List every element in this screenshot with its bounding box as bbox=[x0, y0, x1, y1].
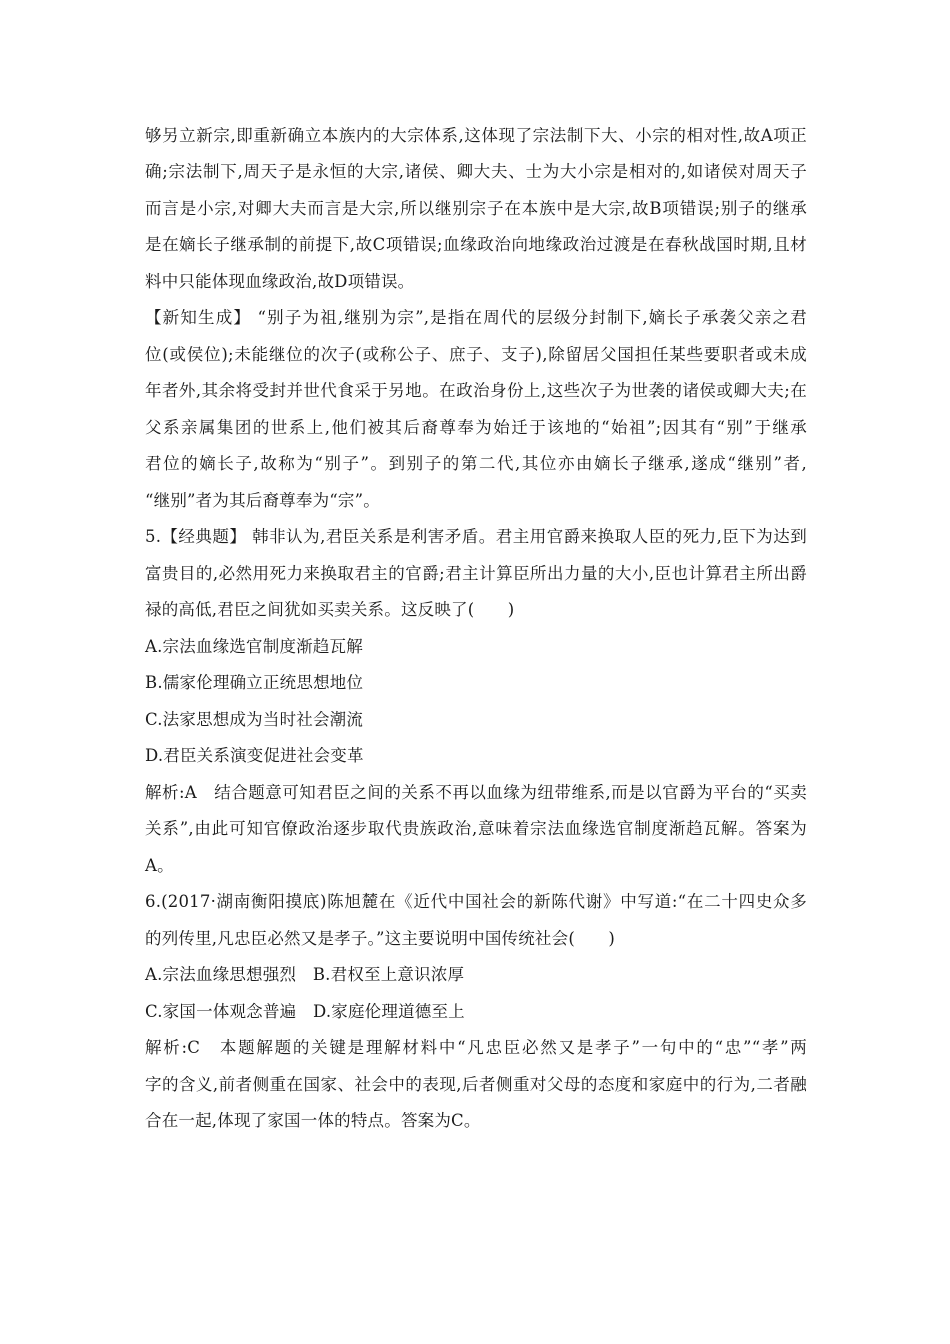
new-knowledge-line: “继别”者为其后裔尊奉为“宗”。 bbox=[145, 491, 380, 510]
analysis-continuation-line: 确;宗法制下,周天子是永恒的大宗,诸侯、卿大夫、士为大小宗是相对的,如诸侯对周天子 bbox=[145, 162, 807, 181]
question-5-stem-line: 5.【经典题】 韩非认为,君臣关系是利害矛盾。君主用官爵来换取人臣的死力,臣下为达到 bbox=[145, 527, 807, 546]
question-6-analysis-line: 解析:C 本题解题的关键是理解材料中“凡忠臣必然又是孝子”一句中的“忠”“孝”两 bbox=[145, 1038, 807, 1057]
question-6-stem-line: 的列传里,凡忠臣必然又是孝子。”这主要说明中国传统社会( ) bbox=[145, 929, 616, 948]
question-5-analysis-line: A。 bbox=[145, 856, 174, 875]
new-knowledge-line: 君位的嫡长子,故称为“别子”。到别子的第二代,其位亦由嫡长子继承,遂成“继别”者, bbox=[145, 454, 807, 473]
new-knowledge-line: 父系亲属集团的世系上,他们被其后裔尊奉为始迁于该地的“始祖”;因其有“别”于继承 bbox=[145, 418, 807, 437]
question-6-options-row: C.家国一体观念普遍 D.家庭伦理道德至上 bbox=[145, 1002, 465, 1021]
question-5-stem-line: 富贵目的,必然用死力来换取君主的官爵;君主计算臣所出力量的大小,臣也计算君主所出爵 bbox=[145, 564, 807, 583]
question-5-analysis-line: 关系”,由此可知官僚政治逐步取代贵族政治,意味着宗法血缘选官制度渐趋瓦解。答案为 bbox=[145, 819, 807, 838]
question-5-stem-line: 禄的高低,君臣之间犹如买卖关系。这反映了( ) bbox=[145, 600, 515, 619]
question-6-analysis-line: 字的含义,前者侧重在国家、社会中的表现,后者侧重对父母的态度和家庭中的行为,二者融 bbox=[145, 1075, 807, 1094]
new-knowledge-line: 年者外,其余将受封并世代食采于另地。在政治身份上,这些次子为世袭的诸侯或卿大夫;在 bbox=[145, 381, 807, 400]
question-6-options-row: A.宗法血缘思想强烈 B.君权至上意识浓厚 bbox=[145, 965, 465, 984]
new-knowledge-line: 位(或侯位);未能继位的次子(或称公子、庶子、支子),除留居父国担任某些要职者或未成 bbox=[145, 345, 807, 364]
analysis-continuation-line: 是在嫡长子继承制的前提下,故C项错误;血缘政治向地缘政治过渡是在春秋战国时期,且材 bbox=[145, 235, 807, 254]
analysis-continuation-line: 而言是小宗,对卿大夫而言是大宗,所以继别宗子在本族中是大宗,故B项错误;别子的继承 bbox=[145, 199, 807, 218]
question-5-option-c: C.法家思想成为当时社会潮流 bbox=[145, 710, 364, 729]
question-6-stem-line: 6.(2017·湖南衡阳摸底)陈旭麓在《近代中国社会的新陈代谢》中写道:“在二十四史众多 bbox=[145, 892, 807, 911]
question-5-option-a: A.宗法血缘选官制度渐趋瓦解 bbox=[145, 637, 363, 656]
question-5-analysis-line: 解析:A 结合题意可知君臣之间的关系不再以血缘为纽带维系,而是以官爵为平台的“买卖 bbox=[145, 783, 807, 802]
analysis-continuation-line: 够另立新宗,即重新确立本族内的大宗体系,这体现了宗法制下大、小宗的相对性,故A项正 bbox=[145, 126, 807, 145]
analysis-continuation-line: 料中只能体现血缘政治,故D项错误。 bbox=[145, 272, 415, 291]
new-knowledge-line: 【新知生成】 “别子为祖,继别为宗”,是指在周代的层级分封制下,嫡长子承袭父亲之君 bbox=[145, 308, 807, 327]
question-5-option-b: B.儒家伦理确立正统思想地位 bbox=[145, 673, 364, 692]
question-6-analysis-line: 合在一起,体现了家国一体的特点。答案为C。 bbox=[145, 1111, 481, 1130]
question-5-option-d: D.君臣关系演变促进社会变革 bbox=[145, 746, 364, 765]
